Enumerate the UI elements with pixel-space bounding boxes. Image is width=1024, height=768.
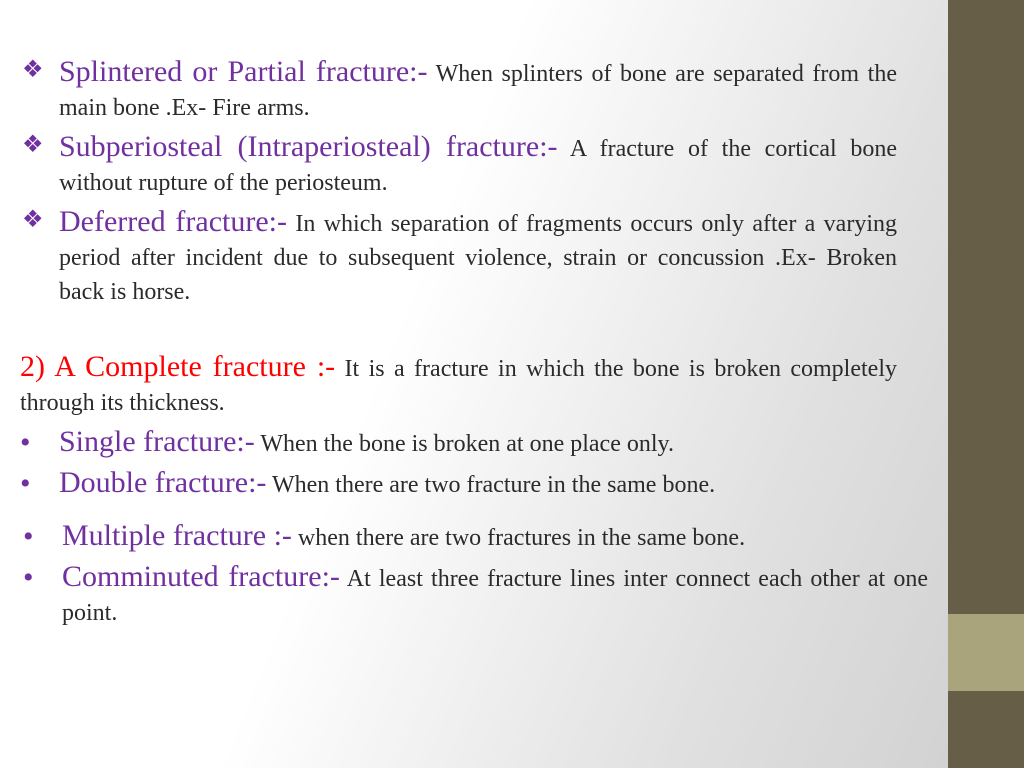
item-heading: Deferred fracture:- [59,205,288,238]
item-text: In which separation of fragments occurs only after a varying period after incident due to subsequent violence, strain or concussion .Ex- Broken back is horse. [59,211,897,305]
list-item-single [59,425,939,461]
complete-text: It is a fracture in which the bone is broken completely through its thickness. [20,356,897,416]
list-item-splintered [59,55,897,125]
item-heading: Single fracture:- [59,425,255,458]
dot-bullet-icon: • [20,426,31,459]
item-text: When splinters of bone are separated from the main bone .Ex- Fire arms. [59,61,897,121]
list-item-double [59,466,939,502]
item-heading: Multiple fracture :- [62,519,292,552]
item-text: when there are two fractures in the same bone. [291,525,746,551]
item-text: When the bone is broken at one place only. [254,431,674,457]
dot-bullet-icon: • [20,467,31,500]
item-text: At least three fracture lines inter connect each other at one point. [62,566,928,626]
dot-bullet-icon: • [23,561,34,594]
list-item-multiple [62,519,942,555]
list-item-subperiosteal [59,130,897,200]
item-heading: Splintered or Partial fracture:- [59,55,428,88]
list-item-deferred [59,205,897,309]
complete-fracture-paragraph [20,350,897,420]
item-text: When there are two fracture in the same bone. [266,472,716,498]
complete-heading: 2) A Complete fracture :- [20,350,336,383]
item-heading: Subperiosteal (Intraperiosteal) fracture:- [59,130,558,163]
item-heading: Comminuted fracture:- [62,560,340,593]
diamond-bullet-icon: ❖ [22,207,44,233]
list-item-comminuted [62,560,928,630]
diamond-bullet-icon: ❖ [22,132,44,158]
diamond-bullet-icon: ❖ [22,57,44,83]
side-bar-accent [948,614,1024,691]
item-heading: Double fracture:- [59,466,267,499]
item-text: A fracture of the cortical bone without rupture of the periosteum. [59,136,897,196]
dot-bullet-icon: • [23,520,34,553]
